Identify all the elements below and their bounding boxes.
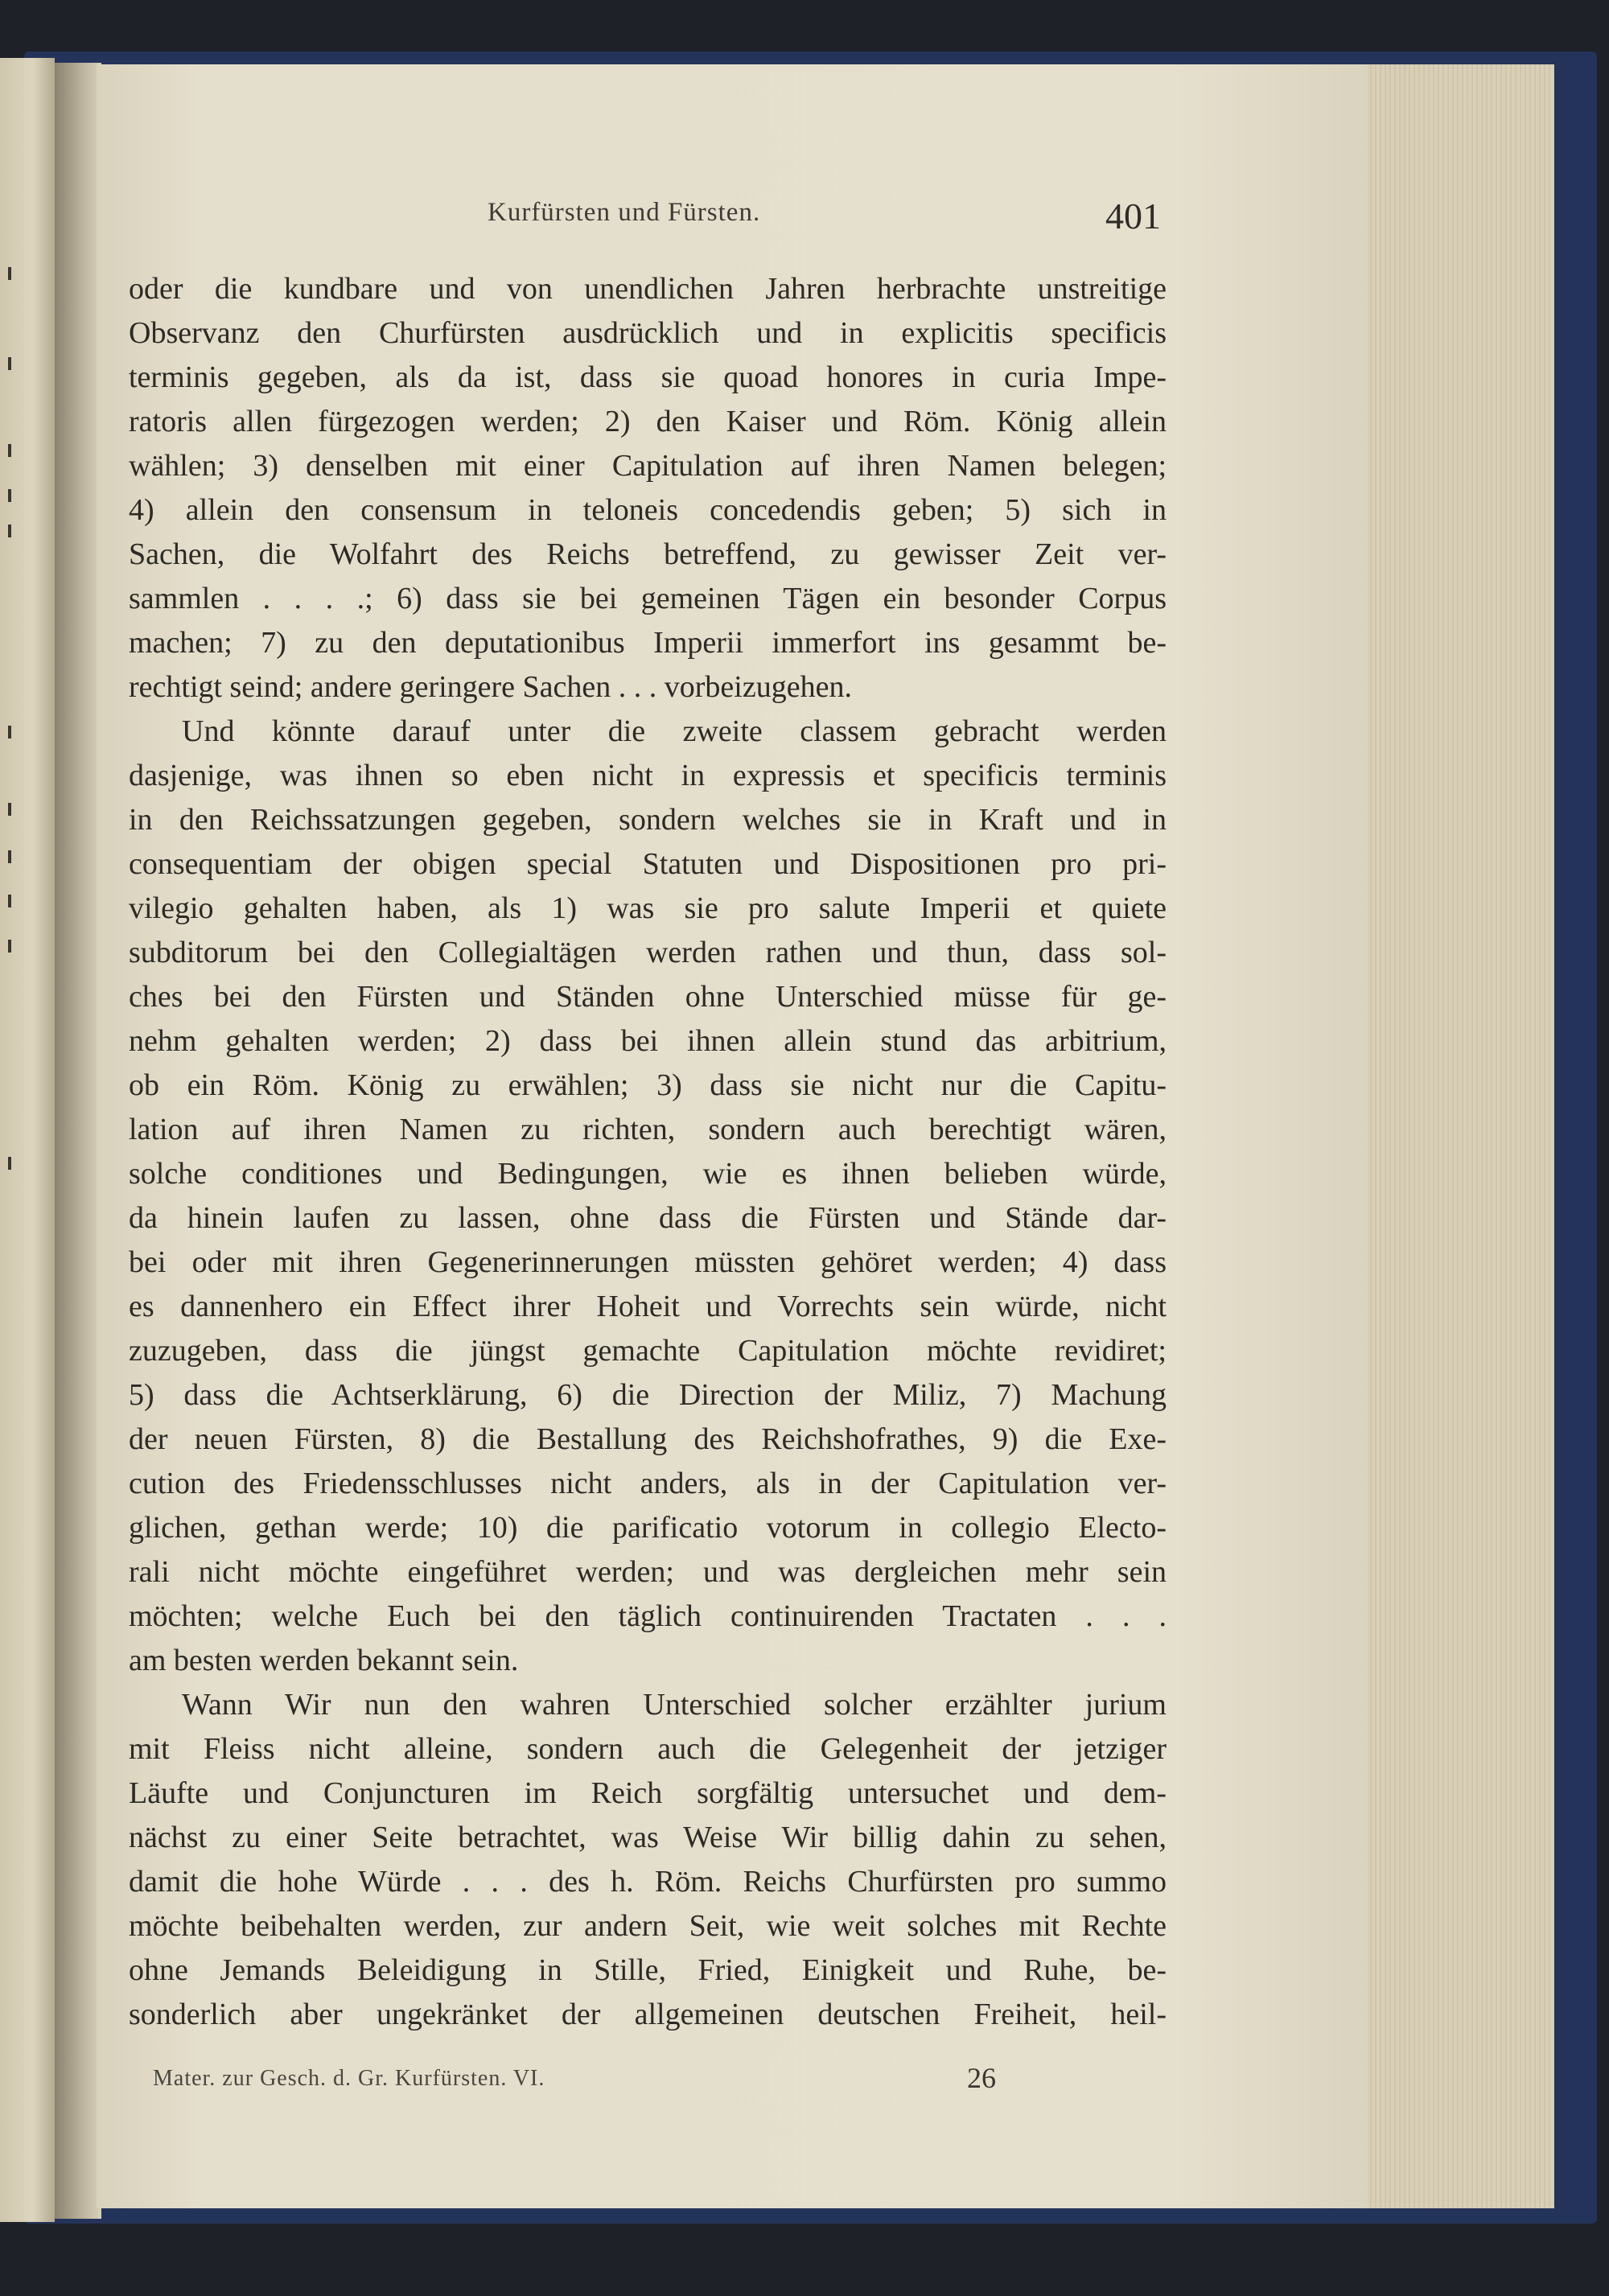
- facing-page-edge: [0, 58, 55, 2222]
- text-line: möchte beibehalten werden, zur andern Seit, wie weit solches mit Rechte: [129, 1909, 1167, 1943]
- text-line: nehm gehalten werden; 2) dass bei ihnen allein stund das arbitrium,: [129, 1024, 1167, 1058]
- text-line: machen; 7) zu den deputationibus Imperii immerfort ins gesammt be-: [129, 626, 1167, 660]
- text-line: Wann Wir nun den wahren Unterschied solcher erzählter jurium: [182, 1688, 1167, 1722]
- body-text: [129, 267, 1167, 2037]
- text-line: ches bei den Fürsten und Ständen ohne Unterschied müsse für ge-: [129, 980, 1167, 1014]
- text-line: Und könnte darauf unter die zweite classem gebracht werden: [182, 714, 1167, 748]
- text-line: rali nicht möchte eingeführet werden; und was dergleichen mehr sein: [129, 1555, 1167, 1589]
- text-line: möchten; welche Euch bei den täglich continuirenden Tractaten . . .: [129, 1599, 1167, 1633]
- text-line: oder die kundbare und von unendlichen Jahren herbrachte unstreitige: [129, 272, 1167, 306]
- text-line: in den Reichssatzungen gegeben, sondern welches sie in Kraft und in: [129, 803, 1167, 837]
- text-line: zuzugeben, dass die jüngst gemachte Capitulation möchte revidiret;: [129, 1334, 1167, 1368]
- text-line: Observanz den Churfürsten ausdrücklich und in explicitis specificis: [129, 316, 1167, 350]
- text-line: sonderlich aber ungekränket der allgemeinen deutschen Freiheit, heil-: [129, 1998, 1167, 2031]
- text-line: da hinein laufen zu lassen, ohne dass die Fürsten und Stände dar-: [129, 1201, 1167, 1235]
- text-line: terminis gegeben, als da ist, dass sie quoad honores in curia Impe-: [129, 360, 1167, 394]
- facing-page-mark: [8, 1157, 11, 1170]
- facing-page-mark: [8, 726, 11, 739]
- facing-page-mark: [8, 525, 11, 537]
- facing-page-mark: [8, 895, 11, 907]
- text-line: ohne Jemands Beleidigung in Stille, Fried, Einigkeit und Ruhe, be-: [129, 1953, 1167, 1987]
- facing-page-mark: [8, 489, 11, 502]
- text-line: solche conditiones und Bedingungen, wie es ihnen belieben würde,: [129, 1157, 1167, 1191]
- text-line: nächst zu einer Seite betrachtet, was Weise Wir billig dahin zu sehen,: [129, 1821, 1167, 1854]
- text-line: lation auf ihren Namen zu richten, sondern auch berechtigt wären,: [129, 1113, 1167, 1146]
- text-line: subditorum bei den Collegialtägen werden rathen und thun, dass sol-: [129, 936, 1167, 969]
- text-line: glichen, gethan werde; 10) die parificatio votorum in collegio Electo-: [129, 1511, 1167, 1545]
- text-line: Läufte und Conjuncturen im Reich sorgfältig untersuchet und dem-: [129, 1776, 1167, 1810]
- text-line: der neuen Fürsten, 8) die Bestallung des Reichshofrathes, 9) die Exe-: [129, 1422, 1167, 1456]
- facing-page-mark: [8, 850, 11, 863]
- text-line: cution des Friedensschlusses nicht anders, als in der Capitulation ver-: [129, 1467, 1167, 1500]
- book-gutter: [55, 63, 101, 2219]
- text-line: rechtigt seind; andere geringere Sachen . . . vorbeizugehen.: [129, 670, 852, 704]
- text-line: vilegio gehalten haben, als 1) was sie pro salute Imperii et quiete: [129, 891, 1167, 925]
- text-line: dasjenige, was ihnen so eben nicht in expressis et specificis terminis: [129, 759, 1167, 792]
- facing-page-mark: [8, 803, 11, 816]
- text-line: 4) allein den consensum in teloneis concedendis geben; 5) sich in: [129, 493, 1167, 527]
- text-line: es dannenhero ein Effect ihrer Hoheit und Vorrechts sein würde, nicht: [129, 1290, 1167, 1323]
- text-line: bei oder mit ihren Gegenerinnerungen müssten gehöret werden; 4) dass: [129, 1245, 1167, 1279]
- signature-mark: 26: [967, 2062, 996, 2094]
- facing-page-mark: [8, 357, 11, 370]
- facing-page-mark: [8, 940, 11, 953]
- text-line: Sachen, die Wolfahrt des Reichs betreffend, zu gewisser Zeit ver-: [129, 537, 1167, 571]
- text-line: ob ein Röm. König zu erwählen; 3) dass sie nicht nur die Capitu-: [129, 1068, 1167, 1102]
- text-line: consequentiam der obigen special Statuten und Dispositionen pro pri-: [129, 847, 1167, 881]
- text-line: ratoris allen fürgezogen werden; 2) den Kaiser und Röm. König allein: [129, 405, 1167, 438]
- page-block-edges: [1368, 64, 1554, 2208]
- page-number: 401: [1105, 195, 1161, 237]
- facing-page-mark: [8, 267, 11, 280]
- text-line: 5) dass die Achtserklärung, 6) die Direction der Miliz, 7) Machung: [129, 1378, 1167, 1412]
- signature-line: Mater. zur Gesch. d. Gr. Kurfürsten. VI.: [153, 2066, 545, 2091]
- text-line: mit Fleiss nicht alleine, sondern auch die Gelegenheit der jetziger: [129, 1732, 1167, 1766]
- text-line: am besten werden bekannt sein.: [129, 1644, 519, 1677]
- text-line: sammlen . . . .; 6) dass sie bei gemeinen Tägen ein besonder Corpus: [129, 582, 1167, 615]
- running-head: Kurfürsten und Fürsten.: [488, 198, 761, 227]
- facing-page-mark: [8, 444, 11, 457]
- text-line: wählen; 3) denselben mit einer Capitulation auf ihren Namen belegen;: [129, 449, 1167, 483]
- text-line: damit die hohe Würde . . . des h. Röm. Reichs Churfürsten pro summo: [129, 1865, 1167, 1899]
